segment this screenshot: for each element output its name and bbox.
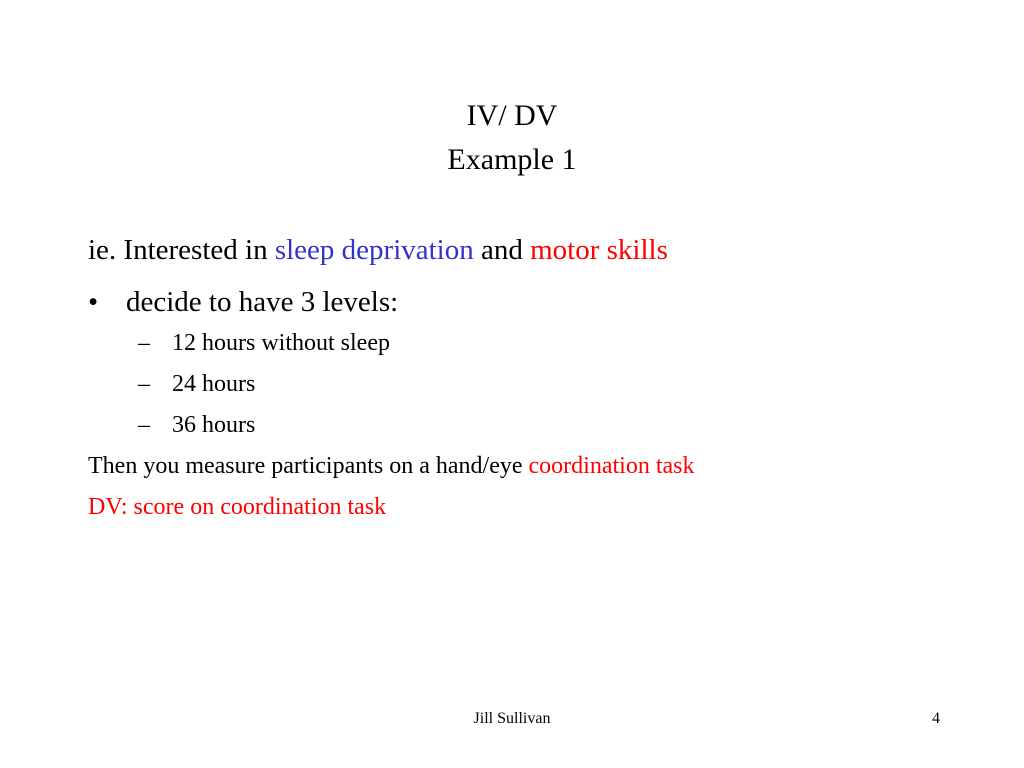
level-item: [138, 409, 255, 441]
levels-bullet: [88, 282, 398, 322]
level-text: 36 hours: [172, 412, 256, 438]
dash-marker: –: [138, 412, 150, 438]
interest-statement: [88, 230, 668, 270]
bullet-marker: •: [88, 286, 99, 318]
interest-middle: and: [473, 234, 531, 266]
measurement-prefix: Then you measure participants on a hand/eye: [88, 453, 529, 479]
level-text: 24 hours: [172, 371, 256, 397]
dv-term: motor skills: [530, 234, 668, 266]
dash-marker: –: [138, 330, 150, 356]
dv-statement: DV: score on coordination task: [88, 494, 387, 520]
iv-term: sleep deprivation: [274, 234, 474, 266]
footer-author: Jill Sullivan: [473, 710, 551, 727]
dash-marker: –: [138, 371, 150, 397]
slide-title: [0, 94, 1024, 182]
level-text: 12 hours without sleep: [172, 330, 390, 356]
levels-bullet-text: decide to have 3 levels:: [126, 286, 399, 318]
measurement-highlight: coordination task: [528, 453, 695, 479]
level-item: [138, 327, 390, 359]
footer-page-number: 4: [932, 710, 940, 727]
measurement-statement: [88, 450, 694, 482]
interest-prefix: ie. Interested in: [88, 234, 275, 266]
level-item: [138, 368, 255, 400]
title-line-2: Example 1: [447, 143, 577, 176]
title-line-1: IV/ DV: [466, 99, 558, 132]
